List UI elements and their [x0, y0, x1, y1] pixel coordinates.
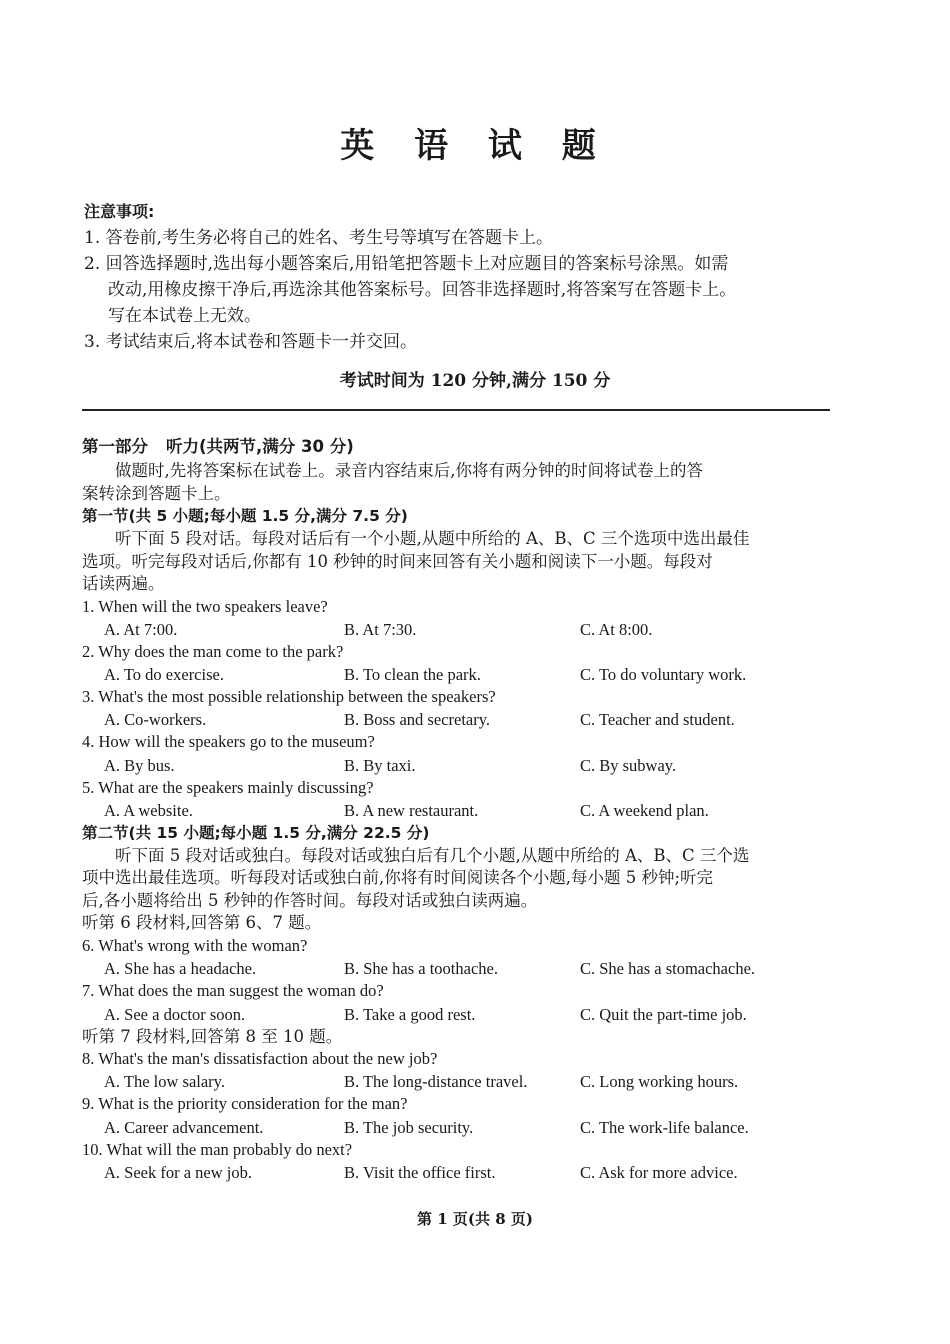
- question-5: 5. What are the speakers mainly discussing?: [82, 777, 374, 797]
- option-b: B. The long-distance travel.: [344, 1072, 528, 1092]
- material-6-instruction: 听第 6 段材料,回答第 6、7 题。: [82, 913, 322, 933]
- section-2-intro-line-1: 听下面 5 段对话或独白。每段对话或独白后有几个小题,从题中所给的 A、B、C 三个选: [115, 845, 750, 865]
- note-item-1: 1. 答卷前,考生务必将自己的姓名、考生号等填写在答题卡上。: [84, 228, 554, 248]
- section-1-intro-line-1: 听下面 5 段对话。每段对话后有一个小题,从题中所给的 A、B、C 三个选项中选出最佳: [115, 529, 750, 548]
- option-b: B. Take a good rest.: [344, 1004, 476, 1024]
- option-c: C. Long working hours.: [580, 1072, 739, 1092]
- question-1: 1. When will the two speakers leave?: [82, 596, 328, 616]
- question-6: 6. What's wrong with the woman?: [82, 935, 308, 955]
- note-item-3: 3. 考试结束后,将本试卷和答题卡一并交回。: [84, 332, 418, 352]
- option-b: B. At 7:30.: [344, 619, 417, 639]
- option-a: A. Career advancement.: [104, 1117, 264, 1137]
- question-8: 8. What's the man's dissatisfaction about the new job?: [82, 1049, 438, 1069]
- part-1-name: 听力(共两节,满分 30 分): [166, 437, 354, 456]
- question-4-options: [82, 754, 832, 777]
- option-c: C. Ask for more advice.: [580, 1162, 738, 1182]
- page-number: 第 1 页(共 8 页): [417, 1210, 533, 1228]
- option-c: C. At 8:00.: [580, 619, 653, 639]
- option-b: B. By taxi.: [344, 755, 416, 775]
- question-10-options: [82, 1161, 832, 1184]
- question-1-options: [82, 618, 832, 641]
- option-a: A. See a doctor soon.: [104, 1004, 246, 1024]
- option-b: B. She has a toothache.: [344, 959, 498, 979]
- option-a: A. A website.: [104, 800, 193, 820]
- question-4: 4. How will the speakers go to the museum?: [82, 732, 375, 752]
- option-a: A. Co-workers.: [104, 710, 207, 730]
- option-a: A. Seek for a new job.: [104, 1162, 253, 1182]
- note-item-2-line-3: 写在本试卷上无效。: [108, 306, 261, 326]
- section-1-intro-line-2: 选项。听完每段对话后,你都有 10 秒钟的时间来回答有关小题和阅读下一小题。每段对: [82, 551, 713, 571]
- section-2-title: 第二节(共 15 小题;每小题 1.5 分,满分 22.5 分): [82, 823, 430, 842]
- option-a: A. To do exercise.: [104, 665, 224, 685]
- question-10: 10. What will the man probably do next?: [82, 1139, 353, 1159]
- part-1-intro-line-2: 案转涂到答题卡上。: [82, 483, 231, 503]
- question-5-options: [82, 799, 832, 822]
- option-a: A. She has a headache.: [104, 959, 257, 979]
- option-c: C. She has a stomachache.: [580, 959, 756, 979]
- question-7: 7. What does the man suggest the woman do?: [82, 981, 384, 1001]
- part-1-title: [82, 434, 832, 460]
- section-1-title: 第一节(共 5 小题;每小题 1.5 分,满分 7.5 分): [82, 507, 408, 525]
- option-c: C. A weekend plan.: [580, 800, 709, 820]
- notes-heading: 注意事项:: [84, 202, 155, 221]
- question-3: 3. What's the most possible relationship between the speakers?: [82, 687, 496, 707]
- part-1-intro-line-1: 做题时,先将答案标在试卷上。录音内容结束后,你将有两分钟的时间将试卷上的答: [115, 461, 703, 480]
- question-6-options: [82, 957, 832, 980]
- option-c: C. By subway.: [580, 755, 677, 775]
- page-title: 英 语 试 题: [340, 126, 610, 166]
- option-b: B. The job security.: [344, 1117, 474, 1137]
- option-c: C. Quit the part-time job.: [580, 1004, 747, 1024]
- section-2-intro-line-2: 项中选出最佳选项。听每段对话或独白前,你将有时间阅读各个小题,每小题 5 秒钟;听完: [82, 868, 714, 888]
- divider: [82, 409, 830, 411]
- question-9-options: [82, 1116, 832, 1139]
- option-b: B. To clean the park.: [344, 665, 481, 685]
- option-a: A. At 7:00.: [104, 619, 178, 639]
- section-1-intro-line-3: 话读两遍。: [82, 574, 165, 593]
- part-1-label: 第一部分: [82, 437, 148, 456]
- exam-time: 考试时间为 120 分钟,满分 150 分: [339, 371, 611, 391]
- question-2-options: [82, 663, 832, 686]
- listening-section: [82, 434, 832, 1184]
- option-b: B. Visit the office first.: [344, 1162, 496, 1182]
- question-2: 2. Why does the man come to the park?: [82, 641, 344, 661]
- material-7-instruction: 听第 7 段材料,回答第 8 至 10 题。: [82, 1026, 343, 1046]
- section-2-intro-line-3: 后,各小题将给出 5 秒钟的作答时间。每段对话或独白读两遍。: [82, 890, 538, 910]
- question-7-options: [82, 1003, 832, 1026]
- question-8-options: [82, 1070, 832, 1093]
- option-c: C. The work-life balance.: [580, 1117, 749, 1137]
- notes-section: [84, 199, 844, 355]
- question-9: 9. What is the priority consideration for the man?: [82, 1094, 408, 1114]
- option-a: A. By bus.: [104, 755, 175, 775]
- option-c: C. To do voluntary work.: [580, 665, 747, 685]
- note-item-2-line-2: 改动,用橡皮擦干净后,再选涂其他答案标号。回答非选择题时,将答案写在答题卡上。: [108, 280, 737, 300]
- option-c: C. Teacher and student.: [580, 710, 735, 730]
- question-3-options: [82, 708, 832, 731]
- option-b: B. Boss and secretary.: [344, 710, 491, 730]
- note-item-2-line-1: 2. 回答选择题时,选出每小题答案后,用铅笔把答题卡上对应题目的答案标号涂黑。如需: [84, 254, 729, 274]
- option-a: A. The low salary.: [104, 1072, 225, 1092]
- option-b: B. A new restaurant.: [344, 800, 479, 820]
